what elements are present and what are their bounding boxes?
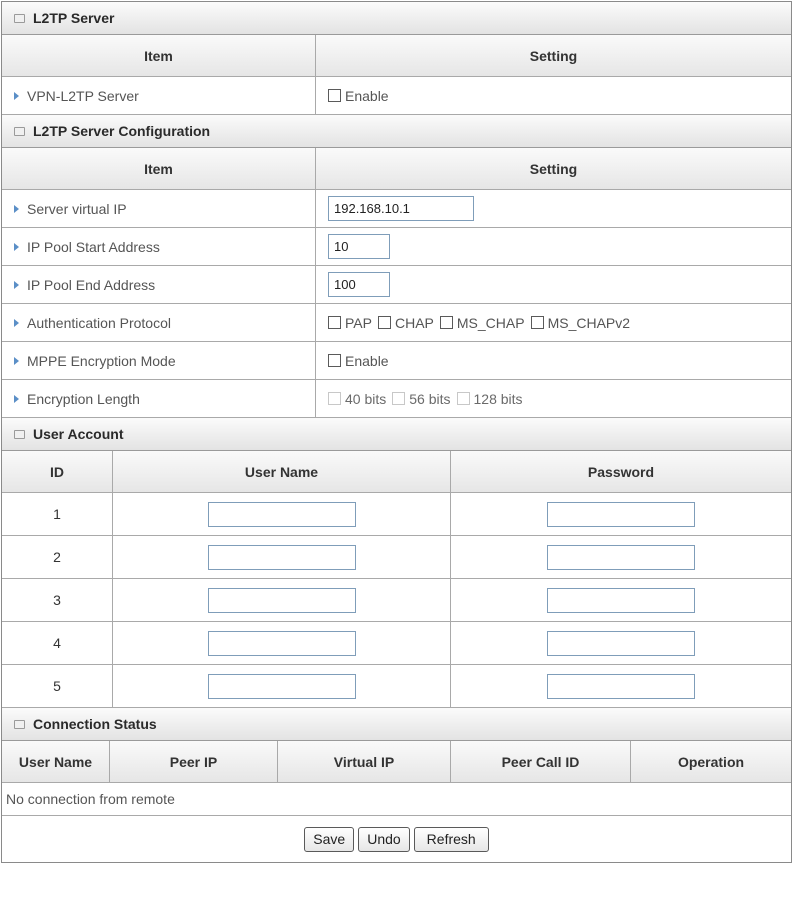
vpn-enable-checkbox[interactable] xyxy=(328,89,341,102)
col-setting: Setting xyxy=(529,160,578,177)
col-user-name: User Name xyxy=(2,741,110,782)
ip-pool-end-input[interactable] xyxy=(328,272,390,297)
table-row xyxy=(2,536,791,579)
row-arrow-icon xyxy=(14,395,19,403)
checkbox-label: 56 bits xyxy=(409,390,451,407)
56-bits-checkbox[interactable] xyxy=(392,392,405,405)
col-operation: Operation xyxy=(677,753,745,770)
section-title: L2TP Server Configuration xyxy=(33,123,211,139)
section-title: L2TP Server xyxy=(33,10,115,26)
checkbox-label: CHAP xyxy=(394,314,434,331)
col-peer-call-id: Peer Call ID xyxy=(451,741,631,782)
section-square-icon xyxy=(14,14,25,23)
username-input[interactable] xyxy=(208,674,356,699)
username-input[interactable] xyxy=(208,588,356,613)
server-virtual-ip-input[interactable] xyxy=(328,196,474,221)
col-virtual-ip: Virtual IP xyxy=(278,741,451,782)
ip-pool-start-input[interactable] xyxy=(328,234,390,259)
col-item: Item xyxy=(2,148,316,189)
row-id: 1 xyxy=(2,493,113,535)
row-label: Authentication Protocol xyxy=(27,314,171,331)
40-bits-checkbox[interactable] xyxy=(328,392,341,405)
section-square-icon xyxy=(14,720,25,729)
password-input[interactable] xyxy=(547,545,695,570)
row-id: 4 xyxy=(2,622,113,664)
row-server-virtual-ip xyxy=(2,190,791,228)
row-ip-pool-end xyxy=(2,266,791,304)
checkbox-label: Enable xyxy=(345,352,389,369)
row-arrow-icon xyxy=(14,281,19,289)
username-input[interactable] xyxy=(208,502,356,527)
checkbox-label: PAP xyxy=(345,314,372,331)
table-row xyxy=(2,579,791,622)
table-header xyxy=(2,148,791,190)
section-connection-status xyxy=(2,708,791,741)
col-setting: Setting xyxy=(529,47,578,64)
row-id: 3 xyxy=(2,579,113,621)
status-empty-row xyxy=(2,783,791,816)
section-l2tp-server xyxy=(2,2,791,35)
row-id: 5 xyxy=(2,665,113,707)
table-header xyxy=(2,35,791,77)
section-user-account xyxy=(2,418,791,451)
col-id: ID xyxy=(2,451,113,492)
checkbox-label: MS_CHAP xyxy=(456,314,525,331)
row-label: VPN-L2TP Server xyxy=(27,87,139,104)
username-input[interactable] xyxy=(208,631,356,656)
row-arrow-icon xyxy=(14,92,19,100)
row-ip-pool-start xyxy=(2,228,791,266)
ms-chap-checkbox[interactable] xyxy=(440,316,453,329)
table-row xyxy=(2,622,791,665)
row-mppe-encryption xyxy=(2,342,791,380)
row-encryption-length xyxy=(2,380,791,418)
row-authentication-protocol xyxy=(2,304,791,342)
128-bits-checkbox[interactable] xyxy=(457,392,470,405)
section-square-icon xyxy=(14,430,25,439)
row-arrow-icon xyxy=(14,357,19,365)
checkbox-label: MS_CHAPv2 xyxy=(547,314,631,331)
row-label: IP Pool End Address xyxy=(27,276,156,293)
table-row xyxy=(2,665,791,708)
username-input[interactable] xyxy=(208,545,356,570)
password-input[interactable] xyxy=(547,502,695,527)
row-arrow-icon xyxy=(14,319,19,327)
row-label: MPPE Encryption Mode xyxy=(27,352,176,369)
col-item: Item xyxy=(2,35,316,76)
row-label: IP Pool Start Address xyxy=(27,238,160,255)
section-square-icon xyxy=(14,127,25,136)
table-header xyxy=(2,451,791,493)
settings-panel xyxy=(1,1,792,863)
row-arrow-icon xyxy=(14,205,19,213)
password-input[interactable] xyxy=(547,631,695,656)
row-vpn-l2tp-server xyxy=(2,77,791,115)
checkbox-label: Enable xyxy=(345,87,389,104)
row-label: Encryption Length xyxy=(27,390,140,407)
chap-checkbox[interactable] xyxy=(378,316,391,329)
save-button[interactable]: Save xyxy=(304,827,354,852)
pap-checkbox[interactable] xyxy=(328,316,341,329)
table-row xyxy=(2,493,791,536)
password-input[interactable] xyxy=(547,674,695,699)
col-peer-ip: Peer IP xyxy=(110,741,278,782)
checkbox-label: 40 bits xyxy=(345,390,387,407)
section-l2tp-config xyxy=(2,115,791,148)
mppe-enable-checkbox[interactable] xyxy=(328,354,341,367)
undo-button[interactable]: Undo xyxy=(358,827,409,852)
section-title: Connection Status xyxy=(33,716,157,732)
row-id: 2 xyxy=(2,536,113,578)
refresh-button[interactable]: Refresh xyxy=(414,827,489,852)
checkbox-label: 128 bits xyxy=(473,390,523,407)
table-header xyxy=(2,741,791,783)
ms-chapv2-checkbox[interactable] xyxy=(531,316,544,329)
no-connection-message: No connection from remote xyxy=(6,791,175,807)
row-arrow-icon xyxy=(14,243,19,251)
row-label: Server virtual IP xyxy=(27,200,127,217)
section-title: User Account xyxy=(33,426,124,442)
action-bar xyxy=(2,816,791,862)
password-input[interactable] xyxy=(547,588,695,613)
col-password: Password xyxy=(587,463,655,480)
col-username: User Name xyxy=(113,451,451,492)
